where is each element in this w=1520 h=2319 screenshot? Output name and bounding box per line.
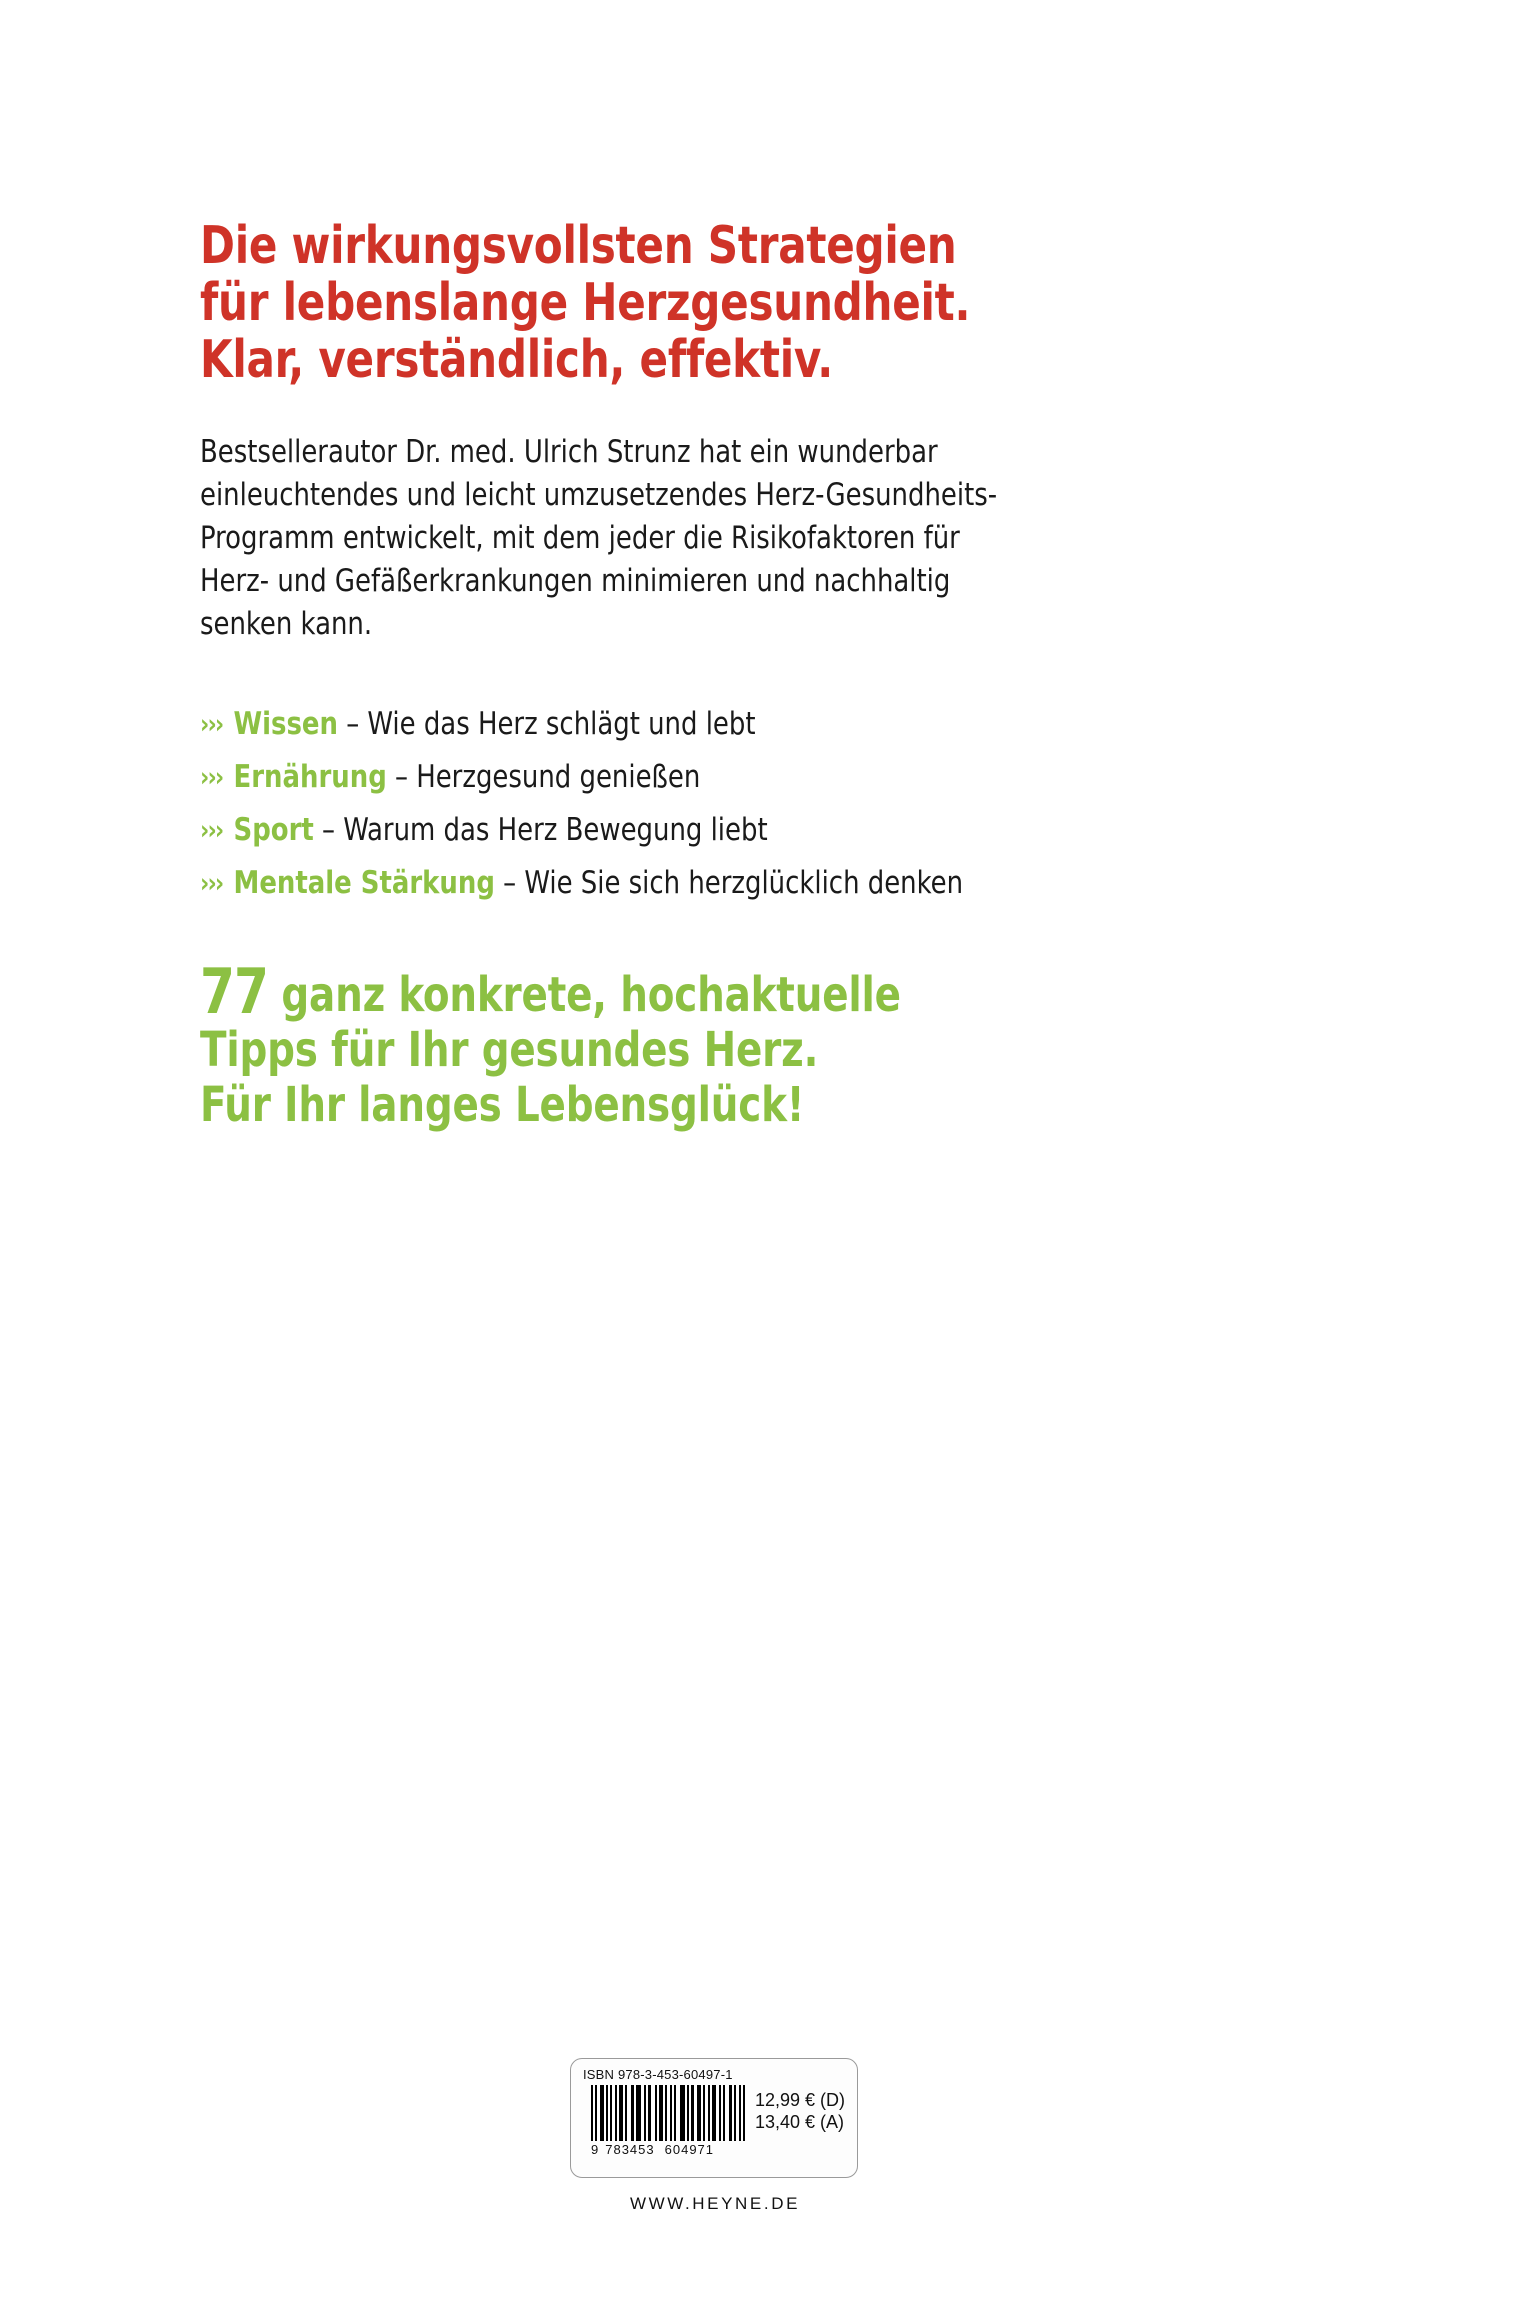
price-germany: 12,99 € (D) [755,2090,846,2110]
price-austria: 13,40 € (A) [755,2112,845,2132]
chevron-right-icon: ››› [200,762,223,793]
intro-line-1: Bestsellerautor Dr. med. Ulrich Strunz hat ein wunderbar [200,434,938,470]
barcode-area [570,2058,860,2214]
isbn-number: ISBN 978-3-453-60497-1 [583,2067,733,2082]
claim-line-3: Für Ihr langes Lebensglück! [200,1077,805,1133]
headline-line-1: Die wirkungsvollsten Strategien [200,216,957,276]
chevron-right-icon: ››› [200,815,223,846]
claim-line-1-rest: ganz konkrete, hochaktuelle [268,967,901,1023]
ean-digits [591,2142,847,2157]
list-item-text: – Herzgesund genießen [386,759,701,795]
list-item-key: Wissen [233,706,338,742]
list-item [200,698,1242,751]
list-item [200,751,1242,804]
price-block [755,2085,845,2133]
headline-line-2: für lebenslange Herzgesundheit. [200,273,971,333]
list-item-text: – Warum das Herz Bewegung liebt [313,812,768,848]
chevron-right-icon: ››› [200,709,223,740]
list-item-text: – Wie das Herz schlägt und lebt [337,706,756,742]
publisher-url: WWW.HEYNE.DE [629,2194,801,2213]
topic-list [200,698,1320,910]
ean-lead-digit: 9 [591,2142,600,2157]
list-item [200,804,1242,857]
ean13-barcode [591,2085,745,2141]
headline-line-3: Klar, verständlich, effektiv. [200,330,834,390]
ean-group-1: 783453 [605,2142,655,2157]
list-item [200,857,1242,910]
page-title [200,218,1208,389]
list-item-key: Sport [233,812,314,848]
list-item-key: Ernährung [233,759,387,795]
claim-line-1 [200,955,1208,1028]
chevron-right-icon: ››› [200,868,223,899]
tips-count: 77 [200,955,269,1028]
barcode-row [583,2085,847,2141]
list-item-key: Mentale Stärkung [233,865,495,901]
intro-paragraph [200,431,1242,646]
intro-line-5: senken kann. [200,606,373,642]
intro-line-4: Herz- und Gefäßerkrankungen minimieren und nachhaltig [200,563,951,599]
claim-block [200,955,1208,1133]
isbn-barcode-label [570,2058,858,2178]
intro-line-2: einleuchtendes und leicht umzusetzendes Herz-Gesundheits- [200,477,998,513]
intro-line-3: Programm entwickelt, mit dem jeder die Risikofaktoren für [200,520,960,556]
ean-group-2: 604971 [664,2142,715,2157]
claim-line-2: Tipps für Ihr gesundes Herz. [200,1022,819,1078]
list-item-text: – Wie Sie sich herzglücklich denken [494,865,964,901]
cover-content [200,218,1320,1133]
